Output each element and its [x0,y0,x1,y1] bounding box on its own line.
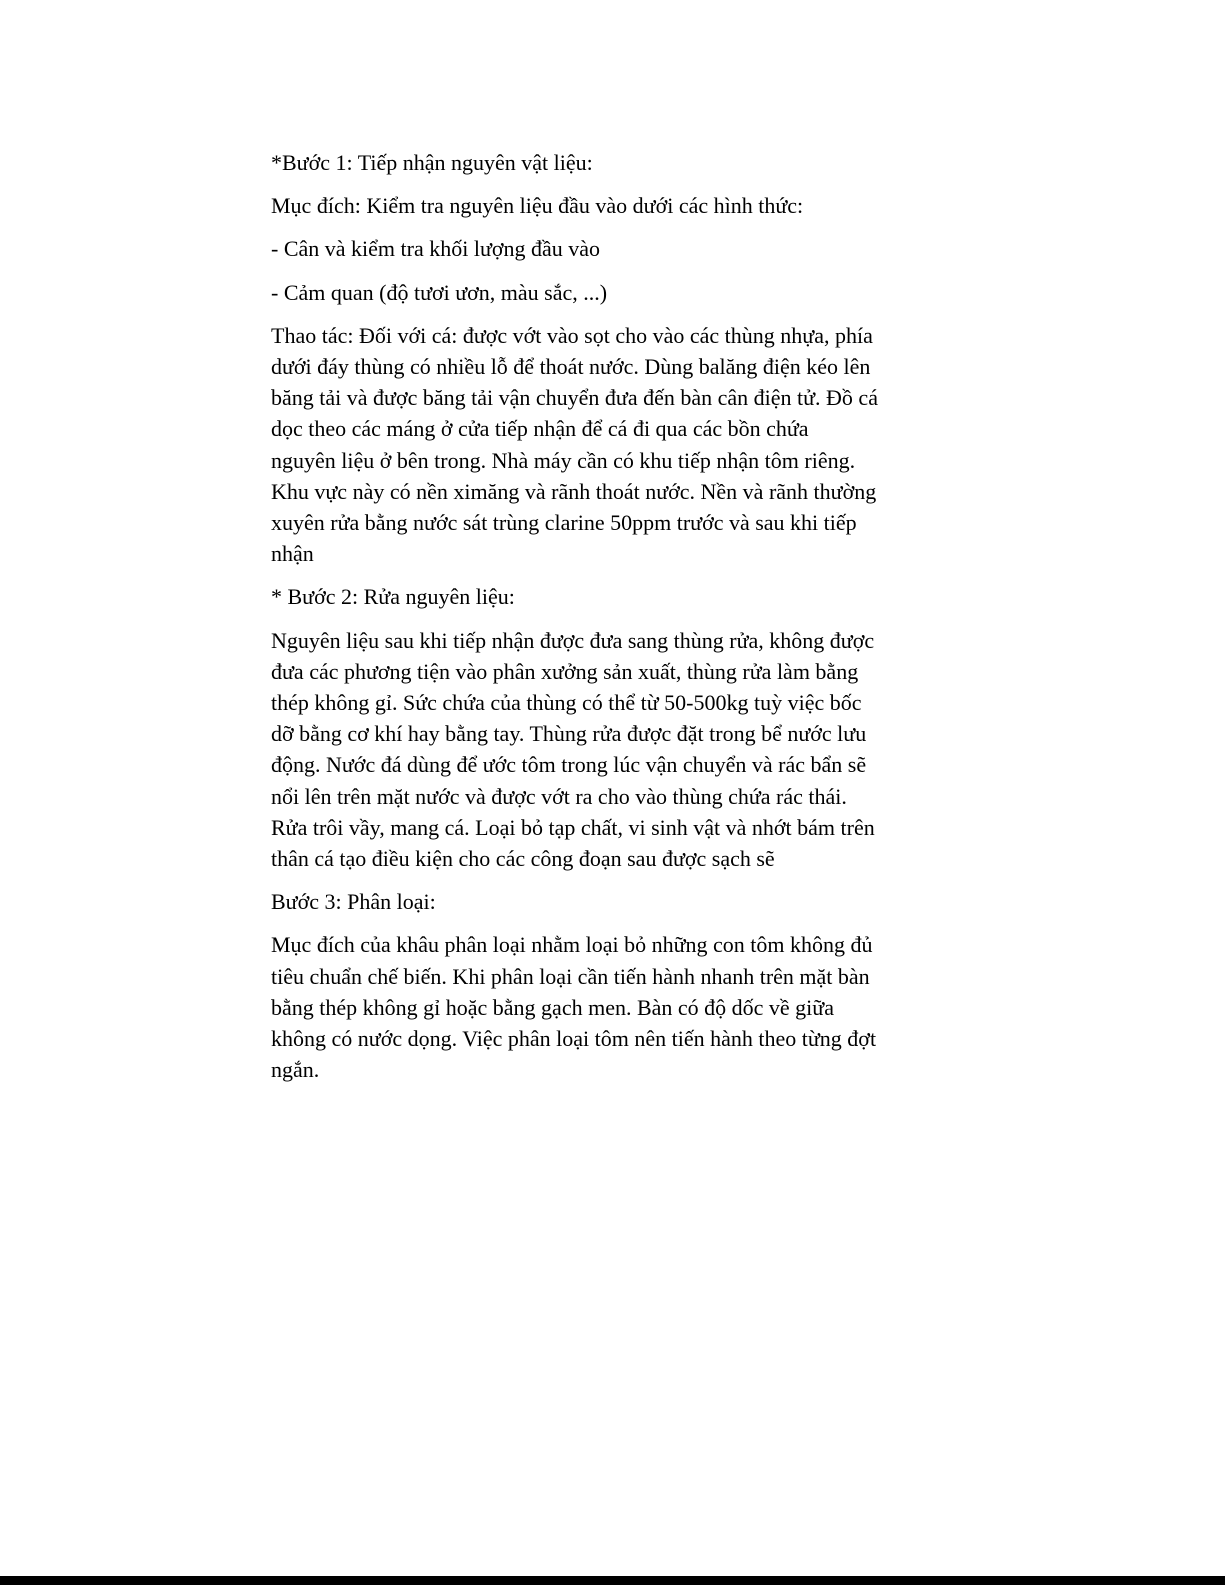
step-1-procedure [271,320,943,570]
text-line: dưới đáy thùng có nhiều lỗ để thoát nước. Dùng balăng điện kéo lên [271,354,871,380]
text-line: đưa các phương tiện vào phân xưởng sản xuất, thùng rửa làm bằng [271,658,859,684]
text-line: tiêu chuẩn chế biến. Khi phân loại cần tiến hành nhanh trên mặt bàn [271,963,870,989]
step-1-purpose: Mục đích: Kiểm tra nguyên liệu đầu vào dưới các hình thức: [271,193,804,219]
text-line: không có nước dọng. Việc phân loại tôm nên tiến hành theo từng đợt [271,1026,877,1052]
text-line: xuyên rửa bằng nước sát trùng clarine 50ppm trước và sau khi tiếp [271,510,857,536]
step-1-bullet: - Cân và kiểm tra khối lượng đầu vào [271,236,601,262]
step-2-body [271,625,943,875]
text-line: động. Nước đá dùng để ước tôm trong lúc vận chuyển và rác bẩn sẽ [271,752,867,778]
document-body [271,147,943,1097]
text-line: Rửa trôi vầy, mang cá. Loại bỏ tạp chất, vi sinh vật và nhớt bám trên [271,814,875,840]
step-1-bullet: - Cảm quan (độ tươi ươn, màu sắc, ...) [271,279,608,305]
text-line: dỡ bằng cơ khí hay bằng tay. Thùng rửa được đặt trong bể nước lưu [271,721,867,747]
text-line: ngắn. [271,1057,320,1083]
text-line: Mục đích của khâu phân loại nhằm loại bỏ những con tôm không đủ [271,932,873,958]
text-line: Thao tác: Đối với cá: được vớt vào sọt cho vào các thùng nhựa, phía [271,322,873,348]
step-3-heading: Bước 3: Phân loại: [271,889,436,915]
step-2-heading: * Bước 2: Rửa nguyên liệu: [271,584,515,610]
text-line: thép không gỉ. Sức chứa của thùng có thể từ 50-500kg tuỳ việc bốc [271,690,862,716]
text-line: nhận [271,541,314,567]
text-line: Nguyên liệu sau khi tiếp nhận được đưa sang thùng rửa, không được [271,627,875,653]
text-line: băng tải và được băng tải vận chuyển đưa đến bàn cân điện tử. Đồ cá [271,385,878,411]
step-3-body [271,929,943,1085]
text-line: Khu vực này có nền ximăng và rãnh thoát nước. Nền và rãnh thường [271,478,877,504]
text-line: bằng thép không gỉ hoặc bằng gạch men. Bàn có độ dốc về giữa [271,994,834,1020]
page-bottom-border [0,1576,1225,1585]
text-line: thân cá tạo điều kiện cho các công đoạn sau được sạch sẽ [271,846,775,872]
text-line: nguyên liệu ở bên trong. Nhà máy cần có khu tiếp nhận tôm riêng. [271,447,856,473]
text-line: nổi lên trên mặt nước và được vớt ra cho vào thùng chứa rác thái. [271,783,847,809]
step-1-heading: *Bước 1: Tiếp nhận nguyên vật liệu: [271,150,593,175]
text-line: dọc theo các máng ở cửa tiếp nhận để cá đi qua các bồn chứa [271,416,809,442]
